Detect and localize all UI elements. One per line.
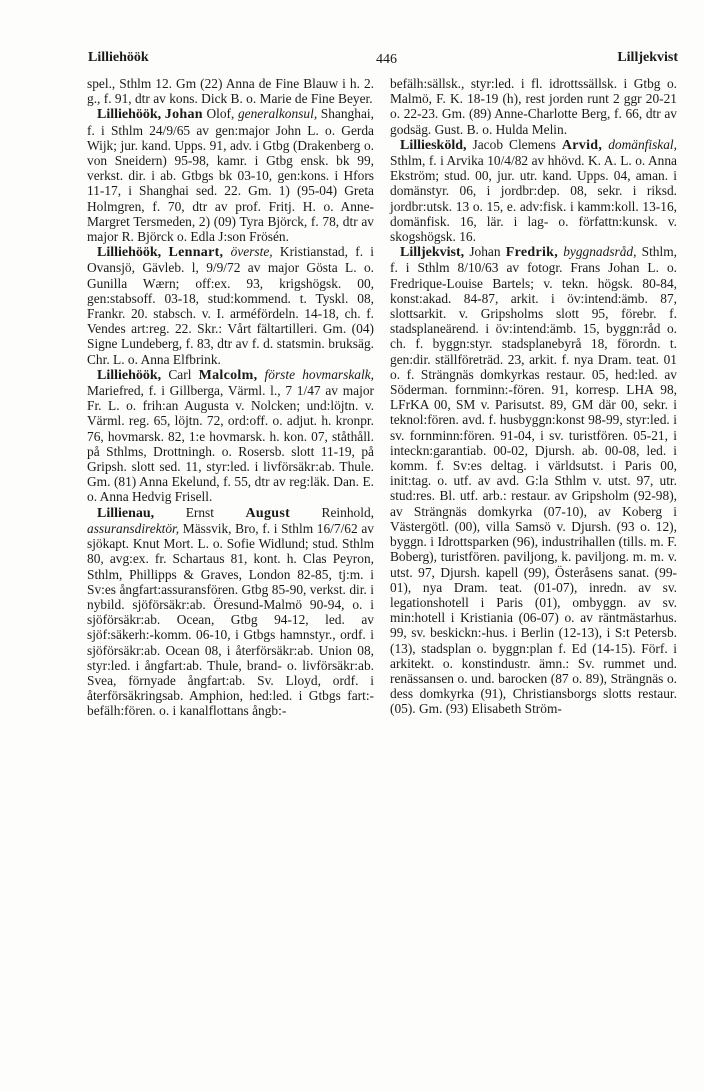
- entry-surname: Lillienau,: [97, 505, 155, 521]
- entry-text: Sthlm, f. i Sthlm 8/10/63 av fotogr. Frans Johan L. o. Fredrique-Louise Bartels; v. tekn. högsk. 80-84, konst:akad. 84-87, arkit. i öv:intend:ämb. 87, slottsarkit. v. Gripsholms slott 95, förebr. f. stadsplaneärend. i öv:intend:ämb. 15, byggn:råd o. ch. f. byggn:styr. stadsplanebyrå 18, förordn. t. gen:dir. ställföreträd. 23, arkit. f. nya Dram. teat. 01 o. f. Strängnäs domkyrkas restaur. 05, hed:led. av Söderman. fornminn:-fören. 91, korresp. LHA 98, LFrKA 00, SM v. Parisutst. 89, GM där 00, sekr. i teknol:fören. avd. f. husbyggn:konst 98-99, styr:led. i sv. fornminn:fören. 91-04, i sv. turistfören. 05-21, i inteckn:garantiab. 00-02, Djursh. ab. 00-08, led. i komm. f. Sv:es deltag. i världsutst. i Paris 00, init:tag. o. utf. av avd. G:la Sthlm v. utst. 97, utr. stud:res. Bl. utf. arb.: restaur. av Gripsholm (92-98), av Strängnäs domkyrka (07-10), av Koberg i Västergötl. (00), villa Samsö v. Djursh. (93 o. 12), byggn. i Idrottsparken (96), industrihallen (tills. m. F. Boberg), turistfören. paviljong, k. paviljong. m. m. v. utst. 97, Djursh. kapell (99), Österåsens sanat. (99-01), nya Dram. teat. (01-07), inredn. av sv. legationshotell i Paris (01), ombyggn. av sv. min:hotell i Kristiania (06-07) o. av räntmästarhus. 99, sv. beskickn:-hus. i Berlin (12-13), i S:t Petersb. (13), stadsplan o. byggn:plan f. Ed (14-15). Förf. i arkitekt. o. konstindustr. ämn.: Sv. rummet und. renässansen o. und. barocken (87 o. 89), Strängnäs o. dess domkyrka (91), Christiansborgs slotts restaur. (05). Gm. (93) Elisabeth Ström-: [390, 244, 677, 717]
- header-right-guideword: Lilljekvist: [617, 50, 678, 65]
- entry-surname: Lilliehöök,: [97, 107, 162, 123]
- header-left-guideword: Lilliehöök: [88, 50, 149, 65]
- running-header: [88, 50, 678, 70]
- entry-surname: Lilljekvist,: [400, 245, 465, 261]
- entry-text: Mässvik, Bro, f. i Sthlm 16/7/62 av sjökapt. Knut Mort. L. o. Sofie Widlund; stud. Sthlm 80, avg:ex. fr. Schartaus 81, kont. h. Clas Peyron, Sthlm, Phillipps & Graves, London 82-85, tj:m. i Sv:es ångfart:assuransfören. Gtbg 85-90, verkst. dir. i nybild. sjöförsäkr:ab. Öresund-Malmö 90-94, o. i sjöförsäkr:ab. Ocean, Gtbg 94-12, led. av sjöf:säkerh:-komm. 06-10, i Gtbgs hamnstyr., ordf. i sjöförsäkr:ab. Ocean 08, i återförsäkr:ab. Union 08, styr:led. i ångfart:ab. Thule, brand- o. livförsäkr:ab. Svea, förnyade ångfart:ab. Sv. Lloyd, ordf. i återförsäkringsab. Amphion, hed:led. i Gtbgs fart:-befälh:fören. o. i kanalflottans ångb:-: [87, 520, 374, 719]
- entry-given-name-pre: Ernst: [185, 504, 214, 520]
- entry-given-name-pre: Jacob Clemens: [472, 136, 556, 152]
- entry-occupation: byggnadsråd,: [563, 244, 637, 260]
- entry-given-name: Arvid,: [561, 137, 603, 153]
- entry-surname: Lilliehöök,: [97, 367, 162, 383]
- biography-entry: [390, 244, 677, 716]
- entry-given-name: Johan: [164, 107, 203, 123]
- entry-given-name-pre: Carl: [168, 366, 192, 382]
- entry-given-name-pre: Johan: [469, 244, 501, 260]
- biography-entry: [87, 244, 374, 367]
- page-number: 446: [376, 52, 397, 67]
- biography-entry: [87, 505, 374, 719]
- entry-text: Shanghai, f. i Sthlm 24/9/65 av gen:major John L. o. Gerda Wijk; jur. kand. Upps. 91, adv. i Gtbg (Drakenberg o. von Sneidern) 95-98, kamr. i Gtbg ensk. bk 99, verkst. dir. i ab. Gtbgs bk 03-10, gen:kons. i Hfors 11-17, i Shanghai sed. 22. Gm. 1) (95-04) Greta Holmgren, f. 70, dtr av prof. Fritj. H. o. Anne-Margret Tersmeden, 2) (09) Tyra Björck, f. 78, dtr av major R. Björck o. Edla J:son Frösén.: [87, 106, 374, 245]
- biography-entry: [87, 367, 374, 505]
- left-column: [87, 76, 374, 719]
- entry-given-name: August: [245, 505, 291, 521]
- entry-occupation: assuransdirektör,: [87, 520, 180, 536]
- entry-text: Mariefred, f. i Gillberga, Värml. l., 7 1/47 av major Fr. L. o. frih:an Augusta v. Nolcken; und:löjtn. v. Värml. reg. 65, löjtn. 72, ord:off. o. adjut. h. kronpr. 76, hovmarsk. 82, 1:e hovmarsk. h. kon. 07, ståthåll. på Sthlms, Drottningh. o. Rosersb. slott 11-19, på Gripsh. slott sed. 11, styr:led. i livförsäkr:ab. Thule. Gm. (81) Anna Ekelund, f. 55, dtr av reg:läk. Dan. E. o. Anna Hedvig Frisell.: [87, 383, 374, 505]
- entry-occupation: domänfiskal,: [608, 136, 677, 152]
- biography-entry: [87, 106, 374, 244]
- entry-given-name: Fredrik,: [505, 245, 559, 261]
- entry-occupation: överste,: [230, 244, 273, 260]
- entry-text: Kristianstad, f. i Ovansjö, Gävleb. l, 9/9/72 av major Gösta L. o. Gunilla Wærn; off:ex. 93, krigshögsk. 00, gen:stabsoff. 03-18, stud:kommend. t. Tyskl. 08, Frankr. 20. stabsch. v. I. arméfördeln. 14-18, ch. f. Vendes art:reg. 22. Skr.: Vårt fältartilleri. Gm. (04) Signe Lundeberg, f. 83, dtr av f. d. statsmin. bruksäg. Chr. L. o. Anna Elfbrink.: [87, 244, 375, 367]
- entry-continuation: [87, 76, 374, 106]
- right-column: [390, 76, 677, 717]
- entry-occupation: förste hovmarskalk,: [264, 366, 374, 382]
- entry-given-name-rest: Olof,: [206, 106, 235, 122]
- entry-occupation: generalkonsul,: [237, 106, 318, 122]
- entry-given-name: Malcolm,: [198, 367, 258, 383]
- continuation-text: befälh:sällsk., styr:led. i fl. idrottssällsk. i Gtbg o. Malmö, F. K. 18-19 (h), rest jorden runt 2 ggr 20-21 o. 22-23. Gm. (89) Anne-Charlotte Berg, f. 66, dtr av godsäg. Gust. B. o. Hulda Melin.: [390, 76, 677, 137]
- entry-given-name-rest: Reinhold,: [321, 504, 374, 520]
- entry-continuation: [390, 76, 677, 137]
- entry-given-name: Lennart,: [168, 245, 224, 261]
- entry-surname: Lilliesköld,: [400, 137, 467, 153]
- continuation-text: spel., Sthlm 12. Gm (22) Anna de Fine Blauw i h. 2. g., f. 91, dtr av kons. Dick B. o. Marie de Fine Beyer.: [87, 76, 374, 107]
- entry-surname: Lilliehöök,: [97, 245, 162, 261]
- entry-text: Sthlm, f. i Arvika 10/4/82 av hhövd. K. A. L. o. Anna Ekström; stud. 00, jur. utr. kand. Upps. 04, aman. i domänstyr. 06, i jordbr:dep. 08, sekr. i riksd. jordbr:utsk. 13 o. 15, e. adv:fisk. i kamm:koll. 13-16, domänfisk. 16, lär. i lag- o. författn:kunsk. v. skogshögsk. 16.: [390, 153, 677, 245]
- biography-entry: [390, 137, 677, 244]
